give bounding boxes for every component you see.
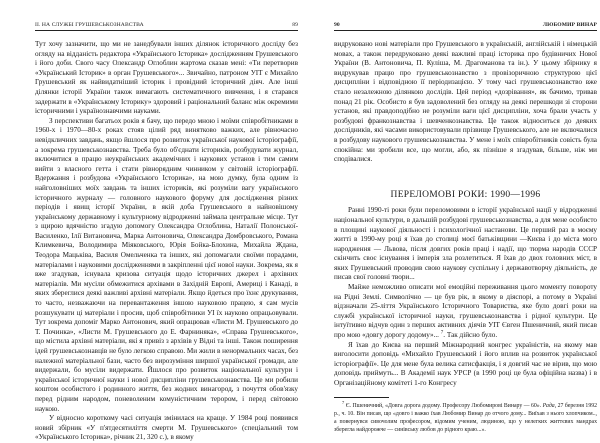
paragraph: У відносно короткому часі ситуація змінилася на краще. У 1984 році появився новий збірник «У п'ятдесятиліття смерти М. Грушевського» (спеціальний том «Українського Історика», річник 21, 320 с.), в якому <box>35 414 298 442</box>
footnote-source: Рада <box>542 402 555 409</box>
section-header: ІІ. НА СЛУЖБІ ГРУШЕВСЬКОЗНАВСТВА <box>35 22 144 28</box>
right-page-body <box>334 40 597 434</box>
paragraph: З перспективи багатьох років я бачу, що передо мною і моїми співробітниками в 1960-х і 1970—80-х роках стояв цілий ряд винятково важких, але рівночасно невідкличних завдань, якщо йшлося про розвиток української наукової історіографії, а зокрема грушевськознавства. Треба було об'єднати істориків, розбудувати журнал, включитися в працю неукраїнських академічних і наукових установ і тим самим вийти з власного гетта і стати рівнорядним чинником у світовій історіографії. Вдержання і розбудова «Українського Історика», на мою думку, була одним із найголовніших моїх завдань та інших істориків, які розуміли вагу українського історичного журналу — головного наукового форуму для дослідження різних періодів і явищ історії України, в якій доба Грушевського в найновішому українському державному і культурному відродженні займала центральне місце. Тут з щирою вдячністю згадую допомогу Олександра Оглоблина, Наталії Полонської-Василенко, Ілії Витановича, Марка Антоновича, Олександра Домбровського, Романа Климкевича, Володимира Міяковського, Юрія Бойка-Блохина, Михайла Ждана, Теодора Мацьківа, Василя Омельченка та інших, які допомагали своїми порадами, матеріалами і науковими дослідженнями в закріпленні цієї нової науки. Зокрема, як я вже згадував, існувала кризова ситуація щодо історичних джерел і архівних матеріалів. Ми мусіли обмежитися архівами в Західній Европі, Америці і Канаді, в яких збереглися деякі важливі архівні матеріали. Якщо йдеться про їхнє друкування, то часто, незважаючи на перевантаження іншою науковою працею, я сам мусів розшукувати ці матеріали і просив, щоб співробітники УІ їх науково опрацьовували. Тут зокрема допоміг Марко Антонович, який опрацював «Листи М. Грушевського до Т. Починка», «Листи М. Грушевського до Е. Фарниняка», «Справа Грушевського», що містила архівні матеріали, які я привіз з архівів у Відні та інші. Також поширення ідей грушевськознавців не було легкою справою. Ми жили в ненормальних часах, без належної матеріальної бази, часто без вирозуміння ширшої української громади, але видержали, бо мусіли видержати. Йшлося про розвиток національної культури і української історичної науки і нової дисципліни грушевськознавства. Це ми робили коштом особистого і родинного життя, без жодних винагород, з почуття обов'язку перед рідним народом, поневоленим комуністичним терором, і перед світовою наукою. <box>35 116 298 413</box>
right-page <box>334 0 597 438</box>
paragraph-continued: видруковано нові матеріали про Грушевського в українській, англійській і німецькій мовах, а також передруковано деякі важливі праці історика про будівничих Нової України (В. Антоновича, П. Куліша, М. Драгоманова та ін.). У цьому збірнику я видрукував працю про грушевськознавство з провізоричною структурою цієї дисципліни і відповідною її періодизацією. У тому часі грушевськознавство вже стало незалежною ділянкою дослідів. Цей період «дозрівання», як бачимо, тривав понад 21 рік. Особисто я був задоволений без огляду на деякі перешкоди зі сторони установ, які правдоподібно не розуміли ваги цієї дисципліни, хоча брали участь у розбудові франкознавства і шевченкознавства. Це також відноситься до деяких дослідників, які часами використовували прізвище Грушевського, але не включалися в розбудову наукового грушевськознавства. У мене і моїх співробітників совість була спокійна: ми зробили все, що могли, або, як пізніше я згадував, більше, ніж ми сподівалися. <box>334 40 597 164</box>
paragraph: Я їхав до Києва на перший Міжнародний конгрес україністів, на якому мав виголосити доповідь «Михайло Грушевський і його вплив на розвиток української історіографії». Це для мене була велика сатисфакція, і я довгий час не вірив, що мою доповідь приймуть... В Академії наук УРСР (в 1990 році це була офіційна назва) і в Організаційному комітеті 1-го Конгресу <box>334 340 597 387</box>
paragraph-text: Майже неможливо описати мої емоційні переживання цього моменту повороту на Рідні Землі. Символічно — це був рік, в якому в діяспорі, а потому в Україні відзначали 25-ліття Українського Історичного Товариства, яке було довгі роки на службі української історичної науки, грушевськознавства і рідної культури. Це інтуїтивно відчув один з перших активних діячів УІТ Євген Пшеничний, який писав про мою «довгу дорогу додому»... <box>334 283 597 340</box>
page-number: 89 <box>292 22 298 28</box>
paragraph: Тут хочу зазначити, що ми не занедбували інших ділянок історичного досліду без огляду на відданість редактора «Українського Історика» дослідженням Грушевського і його доби. Свого часу Олександр Оглоблин жартома сказав мені: «Ти перетворив «Український Історик» в орган Грушевського»... Звичайно, патроном УІТ є Михайло Грушевський як найвидатніший історик і провідний історичний діяч. Але інші ділянки історії України також вимагають систематичного вивчення, і я старався задержати в «Українському Історику» здоровий і раціональний баланс між окремими історичними і українознавчими науками. <box>35 40 298 116</box>
left-page <box>35 0 298 442</box>
footnote-author: Є. Пшеничний, <box>345 402 384 409</box>
footnote-divider <box>334 397 389 398</box>
paragraph: Ранні 1990-ті роки були переломовими в історії української нації у відродженні національної культури, в дальшій розбудові грушевськознавства, а для мене особисто в площині наукової діяльності і психологічної настанови. Це перший раз в моєму житті в 1990-му році я їхав до столиці моєї батьківщини —Києва і до міста мого народження — Львова, після довгих років праці і надії, що тюрма народів СССР скінчить своє існування і імперія зла розлетиться. Я їхав до двох головних міст, в яких Грушевський проводив свою наукову суспільну і державотворчу діяльність, де писав свої головні твори... <box>334 206 597 282</box>
left-page-body <box>35 40 298 443</box>
page-number: 90 <box>334 22 340 28</box>
running-header-right <box>334 21 597 31</box>
footnote-ref[interactable]: 7 <box>440 330 444 336</box>
paragraph-tail: . Так дійсно було. <box>443 331 498 340</box>
paragraph <box>334 283 597 341</box>
running-header-left <box>35 21 298 31</box>
footnote <box>334 399 598 434</box>
section-title: ПЕРЕЛОМОВІ РОКИ: 1990—1996 <box>390 189 541 200</box>
footnote-title: «Довга дорога додому. Професору Любомирові Винару — 60». <box>385 402 542 409</box>
footnote-number: 7 <box>342 399 345 405</box>
footnote-rest: , 27 березня 1992 р., ч. 10. Він писав, що «довго і важко їхав Любомир Винар до отчого дому... Виїхав з нього хлопчиком.., а повернувся сивочолим професором, відомим ученим, людиною, що у нелегких життєвих мандрах зберегла найдорожче — синівську любов до рідного краю...». <box>334 402 598 433</box>
author-header: ЛЮБОМИР ВИНАР <box>542 22 597 28</box>
